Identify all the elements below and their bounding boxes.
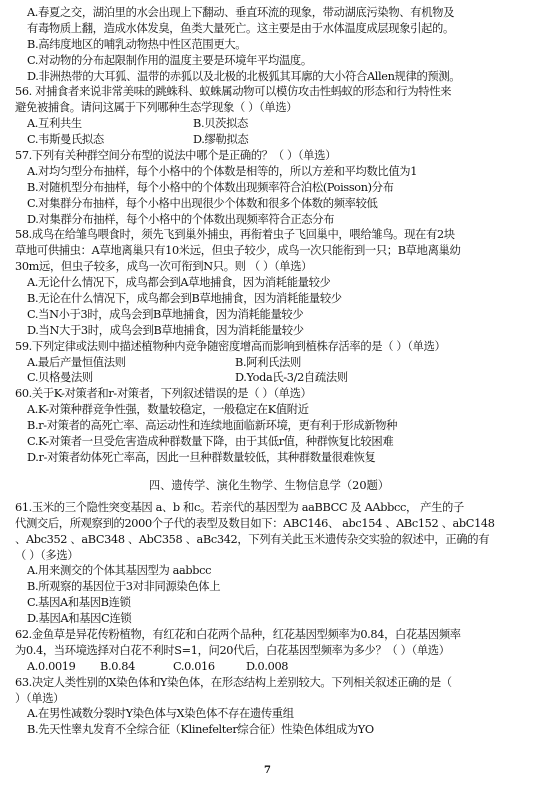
question-59-options	[15, 355, 523, 387]
option-item: A.最后产量恒值法则	[27, 355, 126, 369]
text-line: 30m远，但虫子较多，成鸟一次可衔到N只。则 （ ）（单选）	[15, 260, 313, 274]
option-item: C.贝格曼法则	[27, 371, 93, 385]
option-row	[15, 132, 523, 148]
option-item: B.阿利氏法则	[235, 355, 301, 369]
text-line: 、Abc352 、aBC348 、AbC358 、aBc342，下列有关此玉米遗传杂交实验的叙述中，正确的有	[15, 532, 490, 546]
option-item: D.Yoda氏-3/2自疏法则	[235, 371, 348, 385]
option-line: A.用来测交的个体其基因型为 aabbcc	[27, 564, 212, 578]
text-line: 56. 对捕食者来说非常美味的跳蛛科、蚁蛛属动物可以模仿攻击性蚂蚁的形态和行为特性来	[15, 85, 452, 99]
option-line: D.基因A和基因C连锁	[27, 612, 132, 626]
option-line: B.先天性睾丸发育不全综合征（Klinefelter综合征）性染色体组成为YO	[27, 723, 374, 737]
option-line: C.当N小于3时，成鸟会到B草地捕食，因为消耗能量较少	[27, 307, 304, 321]
text-line: 58.成鸟在给雏鸟喂食时，须先飞到巢外捕虫，再衔着虫子飞回巢中，喂给雏鸟。现在有2块	[15, 228, 455, 242]
text-line: 62.金鱼草是异花传粉植物，有红花和白花两个品种，红花基因型频率为0.84，白花基因频率	[15, 627, 461, 641]
option-line: A.K-对策种群竞争性强，数量较稳定，一般稳定在K值附近	[27, 403, 309, 417]
text-line: （ ）（多选）	[15, 548, 79, 562]
option-item: A.0.0019	[27, 659, 76, 673]
option-item: B.贝茨拟态	[193, 117, 248, 131]
option-row	[15, 355, 523, 371]
text-line: 为0.4，当环境选择对白花不利时S=1，问20代后，白花基因型频率为多少？（ ）（单选）	[15, 643, 450, 657]
text-line: ）（单选）	[15, 691, 65, 705]
option-item: C.0.016	[173, 659, 215, 673]
option-row	[15, 370, 523, 386]
option-line: B.无论在什么情况下，成鸟都会到B草地捕食，因为消耗能量较少	[27, 292, 342, 306]
option-line: D.r-对策者幼体死亡率高，因此一旦种群数量较低，其种群数量很难恢复	[27, 450, 376, 464]
option-item: D.0.008	[246, 659, 289, 673]
question-60	[15, 386, 523, 465]
option-row	[15, 659, 523, 675]
option-line: B.对随机型分布抽样，每个小格中的个体数出现频率符合泊松(Poisson)分布	[27, 180, 394, 194]
option-item: C.韦斯曼氏拟态	[27, 133, 104, 147]
page-number: 7	[264, 765, 271, 776]
text-line: 59.下列定律或法则中描述植物种内竞争随密度增高而影响到植株存活率的是（ ）（单选）	[15, 339, 446, 353]
option-line: A.无论什么情况下，成鸟都会到A草地捕食，因为消耗能量较少	[27, 276, 331, 290]
option-line: D.非洲热带的大耳狐、温带的赤狐以及北极的北极狐其耳廓的大小符合Allen规律的预测。	[27, 69, 461, 83]
text-line: 草地可供捕虫：A草地离巢只有10米远，但虫子较少，成鸟一次只能衔到一只；B草地离巢幼	[15, 244, 461, 258]
option-line: A.在男性减数分裂时Y染色体与X染色体不存在遗传重组	[27, 707, 294, 721]
question-56-options	[15, 116, 523, 148]
option-line: C.对动物的分布起限制作用的温度主要是环境年平均温度。	[27, 53, 312, 67]
option-line: C.对集群分布抽样，每个小格中出现很少个体数和很多个体数的频率较低	[27, 196, 378, 210]
option-row	[15, 116, 523, 132]
text-line: 57.下列有关种群空间分布型的说法中哪个是正确的？（ ）（单选）	[15, 149, 337, 163]
option-line: C.基因A和基因B连锁	[27, 596, 131, 610]
option-line: B.r-对策者的高死亡率、高运动性和连续地面临新环境，更有利于形成新物种	[27, 419, 398, 433]
option-item: D.缪勒拟态	[193, 133, 249, 147]
option-item: B.0.84	[100, 659, 135, 673]
questions-61-62	[15, 500, 523, 659]
option-line: A.春夏之交，湖泊里的水会出现上下翻动、垂直环流的现象，带动湖底污染物、有机物及	[27, 6, 455, 19]
text-line: 60.关于K-对策者和r-对策者，下列叙述错误的是（ ）（单选）	[15, 387, 312, 401]
option-line: D.对集群分布抽样，每个小格中的个体数出现频率符合正态分布	[27, 212, 335, 226]
option-line: C.K-对策者一旦受危害造成种群数量下降，由于其低r值，种群恢复比较困难	[27, 435, 394, 449]
question-63	[15, 675, 523, 739]
text-line: 代测交后，所观察到的2000个子代的表型及数目如下：ABC146、 abc154 、ABc152 、abC148	[15, 516, 495, 530]
text-line: 63.决定人类性别的X染色体和Y染色体，在形态结构上差别较大。下列相关叙述正确的是（	[15, 675, 452, 689]
option-line: B.高纬度地区的哺乳动物热中性区范围更大。	[27, 37, 247, 51]
text-line: 避免被捕食。请问这属于下列哪种生态学现象（ ）（单选）	[15, 101, 298, 115]
question-62-options	[15, 659, 523, 675]
text-line: 61.玉米的三个隐性突变基因 a、b 和c。若亲代的基因型为 aaBBCC 及 AAbbcc， 产生的子	[15, 500, 464, 514]
option-item: A.互利共生	[27, 117, 82, 131]
questions-57-59	[15, 148, 523, 355]
section-title: 四、遗传学、演化生物学、生物信息学（20题）	[148, 478, 390, 492]
option-line: A.对均匀型分布抽样，每个小格中的个体数是相等的，所以方差和平均数比值为1	[27, 164, 418, 178]
option-line: D.当N大于3时，成鸟会到B草地捕食，因为消耗能量较少	[27, 323, 304, 337]
question-55-tail	[15, 5, 523, 116]
option-line: 有毒物质上翻，造成水体发臭，鱼类大量死亡。这主要是由于水体温度成层现象引起的。	[27, 21, 454, 35]
option-line: B.所观察的基因位于3对非同源染色体上	[27, 580, 221, 594]
